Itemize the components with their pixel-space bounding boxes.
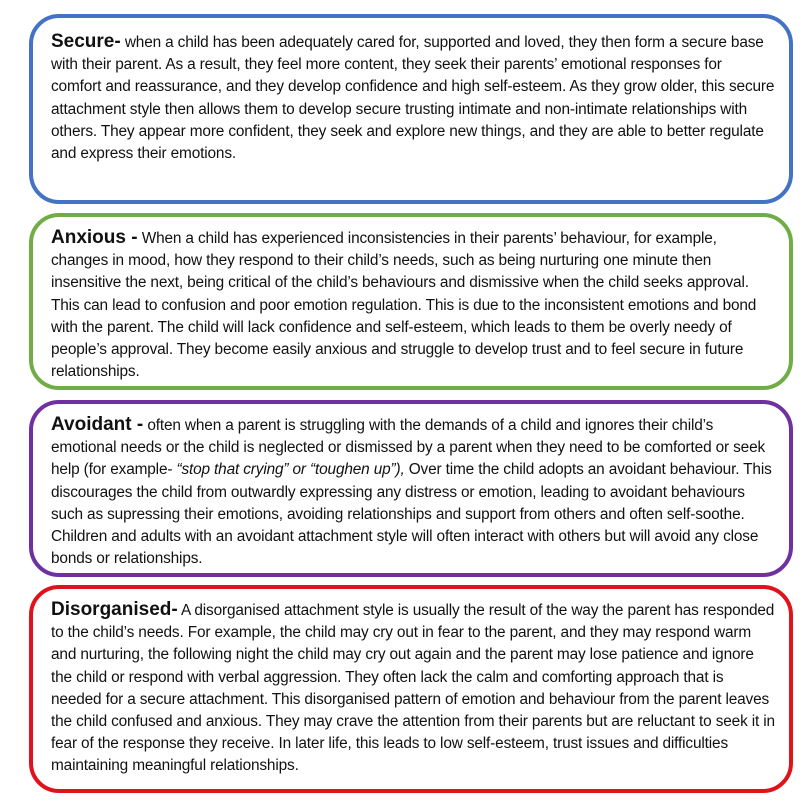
avoidant-quote: “stop that crying” or “toughen up”), <box>176 461 405 479</box>
anxious-attachment-box <box>29 213 793 390</box>
avoidant-text-before: often when a parent is struggling with the demands of a child and ignores their child’s emotional needs or the child is neglected or dismissed by a parent when they need to be comforted or seek help (for example- <box>51 417 766 479</box>
disorganised-title: Disorganised- <box>51 599 178 620</box>
secure-paragraph <box>51 31 775 165</box>
secure-title: Secure- <box>51 31 121 52</box>
disorganised-text: A disorganised attachment style is usually the result of the way the parent has responded to the child’s needs. For example, the child may cry out in fear to the parent, and they may respond warm and nurturing, the following night the child may cry out again and the parent may lose patience and ignore the child or respond with verbal aggression. They often lack the calm and comforting approach that is needed for a secure attachment. This disorganised pattern of emotion and behaviour from the parent leaves the child confused and anxious. They may crave the attention from their parents but are reluctant to seek it in fear of the response they receive. In later life, this leads to low self-esteem, trust issues and difficulties maintaining meaningful relationships. <box>51 602 775 775</box>
avoidant-attachment-box <box>29 400 793 577</box>
disorganised-paragraph <box>51 599 775 778</box>
avoidant-title: Avoidant - <box>51 414 144 435</box>
anxious-text: When a child has experienced inconsistencies in their parents’ behaviour, for example, changes in mood, how they respond to their child’s needs, such as being nurturing one minute then insensitive the next, being critical of the child’s behaviours and dismissive when the child seeks approval. This can lead to confusion and poor emotion regulation. This is due to the inconsistent emotions and bond with the parent. The child will lack confidence and self-esteem, which leads to them be overly needy of people’s approval. They become easily anxious and struggle to develop trust and to feel secure in future relationships. <box>51 230 757 381</box>
avoidant-paragraph <box>51 414 775 570</box>
anxious-paragraph <box>51 227 775 383</box>
secure-attachment-box <box>29 14 793 204</box>
avoidant-text-after: Over time the child adopts an avoidant behaviour. This discourages the child from outwardly expressing any distress or emotion, leading to avoidant behaviours such as supressing their emotions, avoiding relationships and support from others and often self-soothe. Children and adults with an avoidant attachment style will often interact with others but will avoid any close bonds or relationships. <box>51 461 772 568</box>
anxious-title: Anxious - <box>51 227 138 248</box>
secure-text: when a child has been adequately cared for, supported and loved, they then form a secure base with their parent. As a result, they feel more content, they seek their parents’ emotional responses for comfort and reassurance, and they develop confidence and high self-esteem. As they grow older, this secure attachment style then allows them to develop secure trusting intimate and non-intimate relationships with others. They appear more confident, they seek and explore new things, and they are able to better regulate and express their emotions. <box>51 34 775 163</box>
disorganised-attachment-box <box>29 585 793 793</box>
